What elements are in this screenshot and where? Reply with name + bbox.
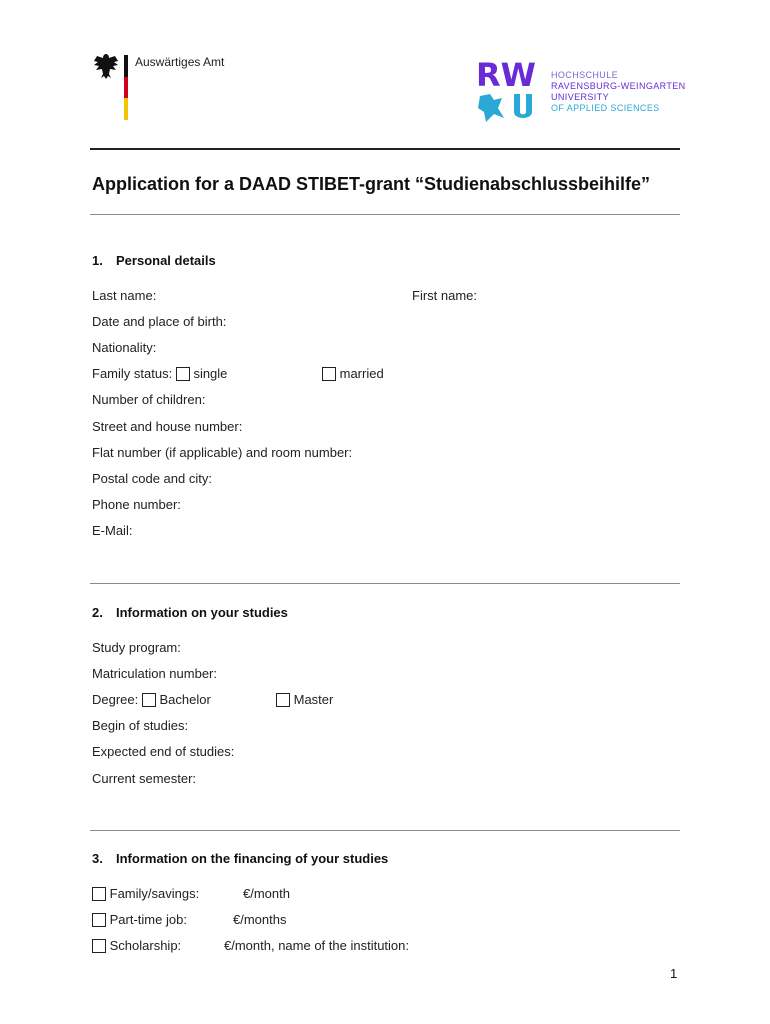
master-checkbox[interactable] bbox=[276, 693, 290, 707]
university-line-3: UNIVERSITY bbox=[551, 92, 610, 102]
title-divider bbox=[90, 214, 680, 215]
parttime-row bbox=[92, 912, 187, 927]
degree-row bbox=[92, 692, 211, 707]
scholarship-checkbox[interactable] bbox=[92, 939, 106, 953]
single-label: single bbox=[193, 366, 228, 381]
section-financing-heading bbox=[92, 851, 388, 866]
nationality-label: Nationality: bbox=[92, 340, 157, 355]
section-divider bbox=[90, 583, 680, 584]
parttime-checkbox[interactable] bbox=[92, 913, 106, 927]
page-number: 1 bbox=[670, 966, 678, 981]
family-status-row bbox=[92, 366, 227, 381]
married-option bbox=[322, 366, 384, 381]
first-name-label: First name: bbox=[412, 288, 478, 303]
last-name-label: Last name: bbox=[92, 288, 157, 303]
program-label: Study program: bbox=[92, 640, 181, 655]
semester-label: Current semester: bbox=[92, 771, 197, 786]
bachelor-label: Bachelor bbox=[159, 692, 211, 707]
section-number: 3. bbox=[92, 851, 103, 866]
university-line-2: RAVENSBURG-WEINGARTEN bbox=[551, 81, 686, 91]
ministry-name: Auswärtiges Amt bbox=[135, 55, 225, 69]
parttime-label: Part-time job: bbox=[109, 912, 187, 927]
section-title: Information on the financing of your studies bbox=[116, 851, 389, 866]
german-flag-bar bbox=[124, 55, 128, 120]
married-label: married bbox=[339, 366, 384, 381]
family-savings-row bbox=[92, 886, 199, 901]
master-label: Master bbox=[293, 692, 334, 707]
scholarship-row bbox=[92, 938, 181, 953]
family-savings-label: Family/savings: bbox=[109, 886, 200, 901]
children-label: Number of children: bbox=[92, 392, 206, 407]
scholarship-label: Scholarship: bbox=[109, 938, 182, 953]
header-divider bbox=[90, 148, 680, 150]
section-number: 1. bbox=[92, 253, 103, 268]
page-title: Application for a DAAD STIBET-grant “Studienabschlussbeihilfe” bbox=[92, 174, 651, 194]
federal-eagle-icon bbox=[93, 52, 119, 80]
svg-text:RW: RW bbox=[476, 58, 536, 94]
section-title: Information on your studies bbox=[116, 605, 288, 620]
scholarship-unit: €/month, name of the institution: bbox=[224, 938, 409, 953]
phone-label: Phone number: bbox=[92, 497, 181, 512]
family-savings-checkbox[interactable] bbox=[92, 887, 106, 901]
matriculation-label: Matriculation number: bbox=[92, 666, 217, 681]
family-status-label: Family status: bbox=[92, 366, 173, 381]
flat-label: Flat number (if applicable) and room number: bbox=[92, 445, 353, 460]
expected-end-label: Expected end of studies: bbox=[92, 744, 235, 759]
postal-label: Postal code and city: bbox=[92, 471, 212, 486]
section-number: 2. bbox=[92, 605, 103, 620]
bachelor-checkbox[interactable] bbox=[142, 693, 156, 707]
degree-label: Degree: bbox=[92, 692, 139, 707]
family-savings-unit: €/month bbox=[243, 886, 290, 901]
married-checkbox[interactable] bbox=[322, 367, 336, 381]
rwu-logo-icon bbox=[476, 58, 546, 124]
email-label: E-Mail: bbox=[92, 523, 133, 538]
university-line-1: HOCHSCHULE bbox=[551, 70, 619, 80]
section-divider bbox=[90, 830, 680, 831]
begin-label: Begin of studies: bbox=[92, 718, 189, 733]
section-title: Personal details bbox=[116, 253, 216, 268]
university-name bbox=[551, 70, 686, 114]
street-label: Street and house number: bbox=[92, 419, 243, 434]
master-option bbox=[276, 692, 333, 707]
university-line-4: OF APPLIED SCIENCES bbox=[551, 103, 660, 113]
section-studies-heading bbox=[92, 605, 288, 620]
section-personal-heading bbox=[92, 253, 216, 268]
single-checkbox[interactable] bbox=[176, 367, 190, 381]
parttime-unit: €/months bbox=[233, 912, 287, 927]
birth-label: Date and place of birth: bbox=[92, 314, 227, 329]
